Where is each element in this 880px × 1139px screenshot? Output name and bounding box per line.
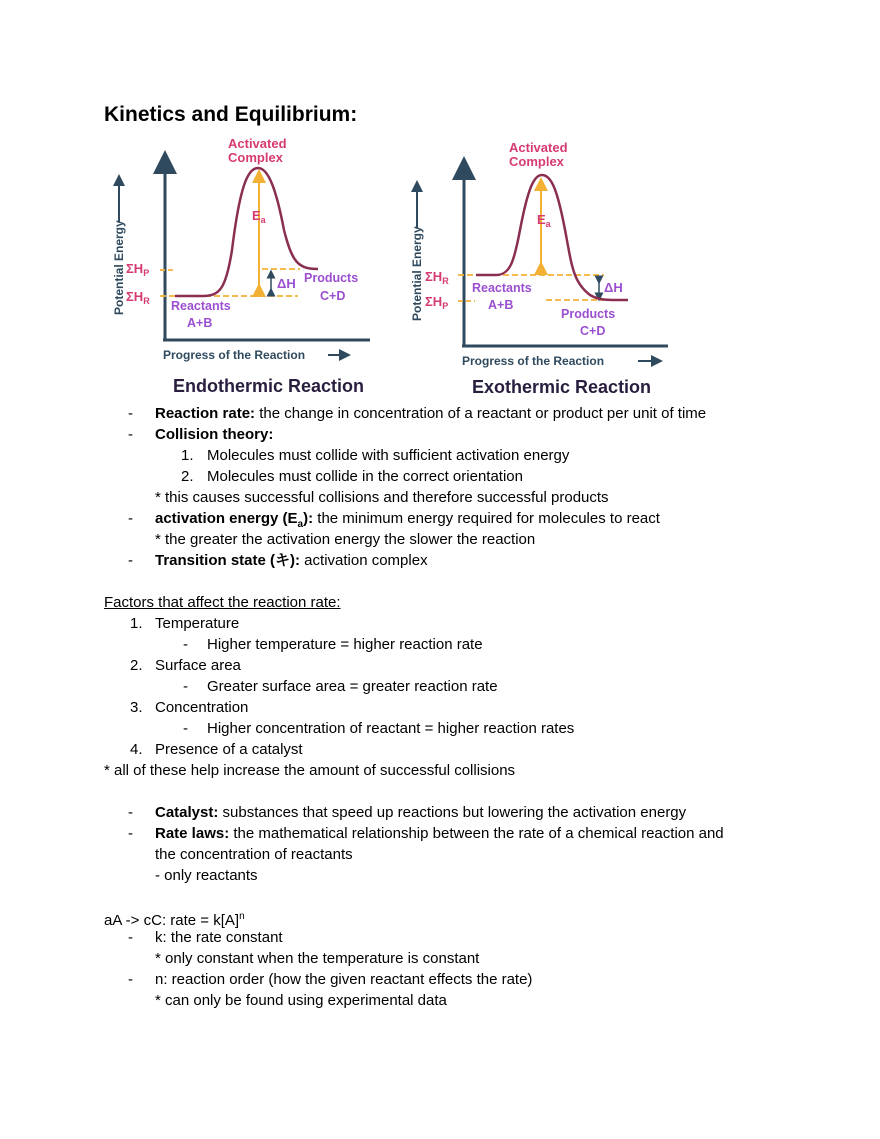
activation-energy-term: activation energy (E [155,510,298,527]
endo-dh-label: ΔH [277,276,296,291]
exo-shp-label: $\Sigma H_P$ [425,294,449,311]
transition-state-text: activation complex [300,552,428,569]
factors-heading: Factors that affect the reaction rate: [104,594,341,611]
bullet-dash: - [128,552,133,569]
endo-shp-label: $\Sigma H_P$ [126,261,150,278]
activation-energy-note: * the greater the activation energy the slower the reaction [155,531,536,548]
endo-ea-label: $E_a$ [252,208,266,225]
bullet-dash: - [183,678,188,695]
endo-xlabel: Progress of the Reaction [163,348,306,362]
endo-ylabel: Potential Energy [112,220,126,315]
endo-reactants-formula: A+B [187,316,213,330]
exo-ylabel: Potential Energy [410,226,424,321]
activation-energy-close: ): [303,510,314,527]
factors-note: * all of these help increase the amount of successful collisions [104,762,516,779]
rate-k: k: the rate constant [155,929,283,946]
exo-caption: Exothermic Reaction [472,377,652,397]
bullet-dash: - [128,929,133,946]
exo-dh-label: ΔH [604,280,623,295]
exo-products: Products [561,307,616,321]
activation-energy-sub: a [297,519,304,530]
bullet-dash: - [128,426,133,443]
reaction-rate-term: Reaction rate: [155,405,256,422]
list-number: 4. [130,741,143,758]
page-title: Kinetics and Equilibrium: [104,103,358,126]
bullet-dash: - [128,510,133,527]
transition-state-def [155,552,428,570]
collision-item-1: Molecules must collide with sufficient activation energy [207,447,570,464]
rate-equation-sup: n [239,911,245,922]
endo-curve [175,168,318,296]
collision-item-2: Molecules must collide in the correct orientation [207,468,523,485]
rate-laws-def [155,825,724,843]
catalyst-term: Catalyst: [155,804,219,821]
bullet-dash: - [128,804,133,821]
exo-reactants: Reactants [472,281,532,295]
rate-laws-note: - only reactants [155,867,258,884]
endo-products-formula: C+D [320,289,346,303]
endo-products: Products [304,271,359,285]
exo-xlabel: Progress of the Reaction [462,354,605,368]
bullet-dash: - [183,720,188,737]
endo-reactants: Reactants [171,299,231,313]
factor-3-sub: Higher concentration of reactant = higher reaction rates [207,720,575,737]
transition-state-term: Transition state (キ): [155,552,301,569]
factor-1-sub: Higher temperature = higher reaction rate [207,636,483,653]
endo-caption: Endothermic Reaction [173,376,365,396]
exo-ea-label: $E_a$ [537,212,551,229]
activation-energy-text: the minimum energy required for molecules to react [313,510,660,527]
exo-shr-label: $\Sigma H_R$ [425,269,449,286]
collision-theory-term: Collision theory: [155,426,274,443]
energy-diagrams [0,0,880,410]
bullet-dash: - [128,971,133,988]
exo-reactants-formula: A+B [488,298,514,312]
rate-n-note: * can only be found using experimental data [155,992,447,1009]
endo-activated: Activated [228,136,287,151]
factor-4: Presence of a catalyst [155,741,303,758]
catalyst-text: substances that speed up reactions but lowering the activation energy [218,804,687,821]
factor-3: Concentration [155,699,249,716]
reaction-rate-text: the change in concentration of a reactant or product per unit of time [255,405,707,422]
bullet-dash: - [183,636,188,653]
rate-equation [104,908,245,930]
list-number: 1. [181,447,194,464]
list-number: 2. [181,468,194,485]
list-number: 1. [130,615,143,632]
endothermic-diagram [112,136,370,396]
bullet-dash: - [128,825,133,842]
rate-laws-text-2: the concentration of reactants [155,846,353,863]
list-number: 3. [130,699,143,716]
rate-equation-text: aA -> cC: rate = k[A] [104,912,240,929]
exo-activated: Activated [509,140,568,155]
endo-complex: Complex [228,150,283,165]
collision-note: * this causes successful collisions and therefore successful products [155,489,609,506]
factor-1: Temperature [155,615,240,632]
list-number: 2. [130,657,143,674]
factor-2-sub: Greater surface area = greater reaction rate [207,678,498,695]
exo-products-formula: C+D [580,324,606,338]
endo-shr-label: $\Sigma H_R$ [126,289,150,306]
rate-n: n: reaction order (how the given reactant effects the rate) [155,971,533,988]
reaction-rate-def [155,405,706,423]
rate-laws-term: Rate laws: [155,825,230,842]
catalyst-def [155,804,686,822]
rate-k-note: * only constant when the temperature is constant [155,950,480,967]
exothermic-diagram [410,140,668,397]
exo-complex: Complex [509,154,564,169]
bullet-dash: - [128,405,133,422]
factor-2: Surface area [155,657,241,674]
rate-laws-text: the mathematical relationship between the rate of a chemical reaction and [229,825,724,842]
